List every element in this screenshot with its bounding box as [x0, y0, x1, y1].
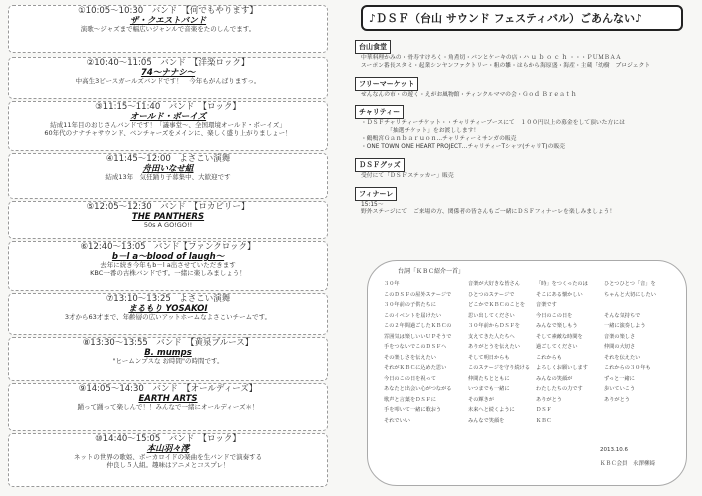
poem-line: 音楽の楽しさ — [604, 333, 636, 340]
program-item — [8, 241, 328, 291]
performer-name: 74～ナナシ～ — [140, 68, 196, 79]
performer-name: B. mumps — [144, 348, 192, 359]
poem-line: あなたと出会い心がつながる — [384, 386, 452, 392]
performer-description: 50s A GO!GO!! — [143, 221, 193, 230]
poem-line: そんな気持ちで — [604, 312, 641, 319]
program-item — [8, 293, 328, 335]
poem-line: その輝きが — [468, 396, 494, 403]
poem-line: 音楽が大好きな皆さん — [468, 281, 520, 287]
poem-line: そして明日からも — [468, 354, 510, 361]
performer-description: 結成13年 気狂踊り子募集中、大歓迎です — [105, 173, 231, 182]
poem-line: 手を叩いて一緒に歌おう — [384, 407, 442, 413]
section-label: チャリティー — [355, 105, 404, 119]
section-label: 台山食堂 — [355, 40, 391, 54]
performer-name: EARTH ARTS — [138, 394, 198, 405]
program-item — [8, 201, 328, 239]
program-column — [8, 5, 343, 491]
poem-line: それがＫＢＣに込めた思い — [384, 365, 447, 371]
poem-line: このステージを守り続ける — [468, 365, 531, 371]
poem-line — [604, 416, 656, 427]
poem-line: いつまでも一緒に — [468, 386, 510, 392]
performer-description: 去年に続き今年もb－l a出させていただきます — [100, 261, 236, 270]
program-time: ⑨14:05～14:30 バンド 【オールディーズ】 — [78, 384, 258, 394]
poem-line: このＤＳＦの屋外ステージで — [384, 291, 452, 298]
performer-description: ネットの世界の歌姫、ボーカロイドの楽曲を生バンドで演奏する — [73, 453, 263, 462]
section-line: 中華料理かみの・骨寿すけろく・角煮切・パンとケーキの店・ハ ｕ ｂ ｏ ｃ ｈ ・・・ＰＵＭＢＡＡ — [361, 55, 622, 61]
performer-description: "ヒームンプスな お時間"の時間です。 — [112, 357, 224, 366]
performer-description: 中高生3ピースガールズバンドです！ 今年もがんばりますっ。 — [75, 77, 261, 86]
performer-name: 舟田いなせ組 — [142, 164, 194, 175]
performer-name: ザ・クエストバンド — [129, 16, 207, 27]
poem-line: これからの３０年も — [604, 365, 651, 371]
poem-line: 一緒に演奏しよう — [604, 323, 646, 329]
performer-name: 本山羽々澪 — [146, 444, 190, 455]
performer-description: 演歌～ジャズまで幅広いジャンルで音楽をたのしんでます。 — [80, 25, 256, 34]
program-time: ⑤12:05～12:30 バンド 【ロカビリー】 — [86, 202, 250, 212]
program-item — [8, 383, 328, 431]
section-line: ・ＤＳＦチャリティーチケット・・チャリティーブースにて １００円以上の募金をして頂いた方には — [361, 120, 625, 127]
performer-description: KBC一番の古株バンドです。一緒に楽しみましょう！ — [90, 268, 246, 277]
poem-line: ひとつのステージで — [468, 291, 515, 298]
performer-description: 結成11年目のおじさんバンドです！「議事堂～、全国環境オールド・ボーイズ」 — [50, 121, 286, 130]
program-item — [8, 5, 328, 53]
poem-line: ずっと一緒に — [604, 375, 635, 382]
program-item — [8, 101, 328, 151]
poem-line: 雰囲気は楽しいいＵＰそうで — [384, 333, 452, 340]
program-time: ③11:15～11:40 バンド 【ロック】 — [95, 102, 241, 112]
poem-line: 「時」をつくったのは — [536, 281, 588, 287]
poem-title: 台詞「ＫＢＣ紹介一首」 — [398, 268, 465, 275]
section-label: フィナーレ — [355, 187, 397, 201]
poem-line: ＤＳＦ — [536, 407, 552, 413]
poem-line: それでいい — [384, 417, 410, 424]
poem-line: みんなで笑顔を — [468, 417, 505, 424]
program-time: ⑥12:40～13:05 バンド【ファンクロック】 — [80, 242, 256, 252]
poem-line: この２年間過ごしたＫＢＣの — [384, 323, 452, 329]
poem-line: 歌声と言葉をＤＳＦに — [384, 396, 436, 403]
poem-line — [604, 300, 656, 311]
poem-column — [536, 279, 588, 426]
poem-line: ありがとうを伝えたい — [468, 344, 520, 350]
section-line: 15:15～ — [361, 201, 384, 208]
poem-line: これからも — [536, 354, 562, 361]
poem-line: そして素敵な時間を — [536, 333, 583, 340]
program-time: ②10:40～11:05 バンド 【洋楽ロック】 — [86, 58, 250, 68]
poem-line: 今日のこの日を祝って — [384, 375, 436, 382]
section-label: フリーマーケット — [355, 77, 418, 91]
poem-line: 音楽です — [536, 302, 557, 308]
poem-author: ＫＢＣ会員 永澤柳綺 — [600, 461, 656, 467]
section-label: ＤＳＦグッズ — [355, 158, 405, 172]
poem-line: どこかでＫＢＣのことを — [468, 302, 526, 308]
program-item — [8, 433, 328, 487]
poem-line: ありがとう — [536, 396, 562, 403]
performer-description: 60年代のナナチャサウンド、ベンチャーズをメインに、楽しく盛り上がりましょー！ — [44, 128, 292, 137]
poem-line: ＫＢＣ — [536, 417, 552, 424]
poem-line: そこにある懐かしい — [536, 291, 583, 298]
info-title: ♪ＤＳＦ（台山 サウンド フェスティバル）ごあんない♪ — [361, 5, 683, 31]
section-line: 野外ステージにて ご来場の方、関係者の皆さんもご一緒にＤＳＦフィナーレを楽しみましょう！ — [361, 209, 616, 216]
poem-column — [604, 279, 656, 426]
performer-name: THE PANTHERS — [131, 212, 205, 223]
poem-line: それを伝えたい — [604, 354, 641, 361]
section-line: 受付にて「ＤＳＦステッカー」販売 — [361, 172, 454, 179]
section-line: ・鶴鴨宮Ｇａｎｂａｒｕｏｎ…チャリティーミサンガの販売 — [361, 136, 517, 143]
poem-line: 今日のこの日を — [536, 312, 573, 319]
poem-line: ちゃんと大切にしたい — [604, 291, 656, 298]
section-line: せんなんの市・の遊く・えがお風物館・ティンクルママの会・Ｇｏｄ Ｂｒｅａｔｈ — [361, 91, 577, 98]
program-time: ⑩14:40～15:05 バンド 【ロック】 — [95, 434, 241, 444]
poem-line: ひとつひとつ「音」を — [604, 281, 656, 287]
poem-column — [384, 279, 451, 426]
performer-name: まるもり YOSAKOI — [128, 304, 208, 315]
program-time: ⑦13:10～13:25 よさこい演舞 — [105, 294, 231, 304]
program-time: ⑧13:30～13:55 バンド 【黄泉ブルース】 — [82, 338, 254, 348]
performer-description: 3才から63才まで、年齢層の広いアットホームなよさこいチームです。 — [64, 313, 272, 322]
program-item — [8, 337, 328, 381]
performer-description: 仲良し５人組。趣味はアニメとコスプレ！ — [106, 460, 230, 469]
poem-line: その楽しさを伝えたい — [384, 354, 436, 361]
performer-description: 踊って踊って楽しんで！！みんなで一緒にオールディーズ＊！ — [77, 403, 259, 412]
poem-column — [468, 279, 530, 426]
poem-line: 過ごしてください — [536, 344, 578, 350]
program-time: ④11:45～12:00 よさこい演舞 — [105, 154, 231, 164]
poem-line: 未来へと続くように — [468, 407, 515, 413]
poem-line: みんなで楽しもう — [536, 323, 578, 329]
poem-line — [604, 405, 656, 416]
poem-line: ３０年前の子供たちに — [384, 302, 436, 308]
program-time: ①10:05～10:30 バンド 【何でもやります】 — [78, 6, 258, 16]
poem-line: ３０年前からＤＳＦを — [468, 323, 520, 329]
poem-line: 思い出してください — [468, 312, 515, 319]
poem-line: わたしたちの力です — [536, 386, 583, 392]
performer-name: b－l a～blood of laugh～ — [111, 252, 225, 263]
poem-line: 仲間たちとともに — [468, 375, 510, 382]
poem-line: 支えてきた人たちへ — [468, 333, 515, 340]
poem-line: 歩いていこう — [604, 386, 636, 392]
program-item — [8, 57, 328, 99]
poem-date: 2013.10.6 — [600, 447, 628, 453]
poem-line: このイベントを届けたい — [384, 312, 442, 319]
poem-line: みんなの笑顔が — [536, 375, 573, 382]
poem-line: ありがとう — [604, 396, 630, 403]
poem-box — [367, 260, 687, 486]
poem-line: 仲間の大切さ — [604, 344, 636, 350]
section-line: ・ONE TOWN ONE HEART PROJECT…チャリティーTシャツ(チャリT)の販売 — [361, 143, 565, 150]
poem-line: ３０年 — [384, 281, 400, 287]
info-sections — [353, 34, 696, 217]
program-item — [8, 153, 328, 199]
section-line: スーポン番長スタミ・起業シンヤンファクトリー・粗の雛・はらから海原盛・海産・主蔵「幼樹 プロジェクト — [361, 62, 651, 69]
performer-name: オールド・ボーイズ — [129, 112, 207, 123]
poem-line: 手をつないでこのＤＳＦへ — [384, 344, 447, 350]
info-column — [353, 5, 696, 491]
poem-line: よろしくお願いします — [536, 365, 588, 371]
section-line: 「抽選チケット」をお渡しします！ — [361, 128, 480, 135]
